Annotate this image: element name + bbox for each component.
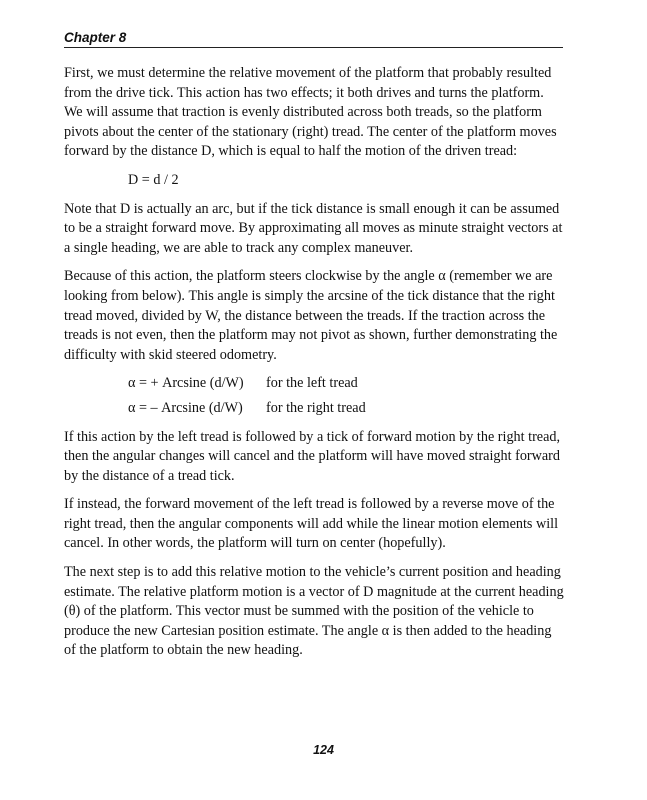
- paragraph-3: Because of this action, the platform steers clockwise by the angle α (remember we are looking from below). This angle is simply the arcsine of the tick distance that the right tread moved, divided by W, the distance between the treads. If the traction across the treads is not even, then the platform may not pivot as shown, further demonstrating the difficulty with skid steered odometry.: [64, 268, 558, 363]
- page-number: 124: [313, 743, 334, 757]
- formula-note: for the left tread: [266, 375, 358, 392]
- chapter-title: Chapter 8: [64, 30, 127, 45]
- formula-right-tread: [128, 399, 564, 419]
- paragraph-2: Note that D is actually an arc, but if the tick distance is small enough it can be assumed to be a straight forward move. By approximating all moves as minute straight vectors at a single heading, we are able to track any complex maneuver.: [64, 200, 563, 256]
- paragraph-1: First, we must determine the relative movement of the platform that probably resulted from the drive tick. This action has two effects; it both drives and turns the platform. We will assume that traction is evenly distributed across both treads, so the platform pivots about the center of the stationary (right) tread. The center of the platform moves forward by the distance D, which is equal to half the motion of the driven tread:: [64, 65, 557, 160]
- paragraph-4: If this action by the left tread is followed by a tick of forward motion by the right tread, then the angular changes will cancel and the platform will have moved straight forward by the distance of a tread tick.: [64, 428, 561, 484]
- formula-left-tread: [128, 374, 564, 394]
- paragraph-5: If instead, the forward movement of the left tread is followed by a reverse move of the right tread, then the angular components will add while the linear motion elements will cancel. In other words, the platform will turn on center (hopefully).: [64, 496, 559, 552]
- paragraph-6: The next step is to add this relative motion to the vehicle’s current position and heading estimate. The relative platform motion is a vector of D magnitude at the current heading (θ) of the platform. This vector must be summed with the position of the vehicle to produce the new Cartesian position estimate. The angle α is then added to the heading of the platform to obtain the new heading.: [64, 564, 564, 659]
- page-body: [64, 64, 564, 670]
- equation-distance: D = d / 2: [128, 171, 179, 188]
- header-rule: [64, 47, 563, 48]
- running-header: [64, 30, 563, 48]
- formula-note: for the right tread: [266, 399, 366, 416]
- formula-expression: α = + Arcsine (d/W): [128, 375, 244, 392]
- formula-expression: α = – Arcsine (d/W): [128, 399, 243, 416]
